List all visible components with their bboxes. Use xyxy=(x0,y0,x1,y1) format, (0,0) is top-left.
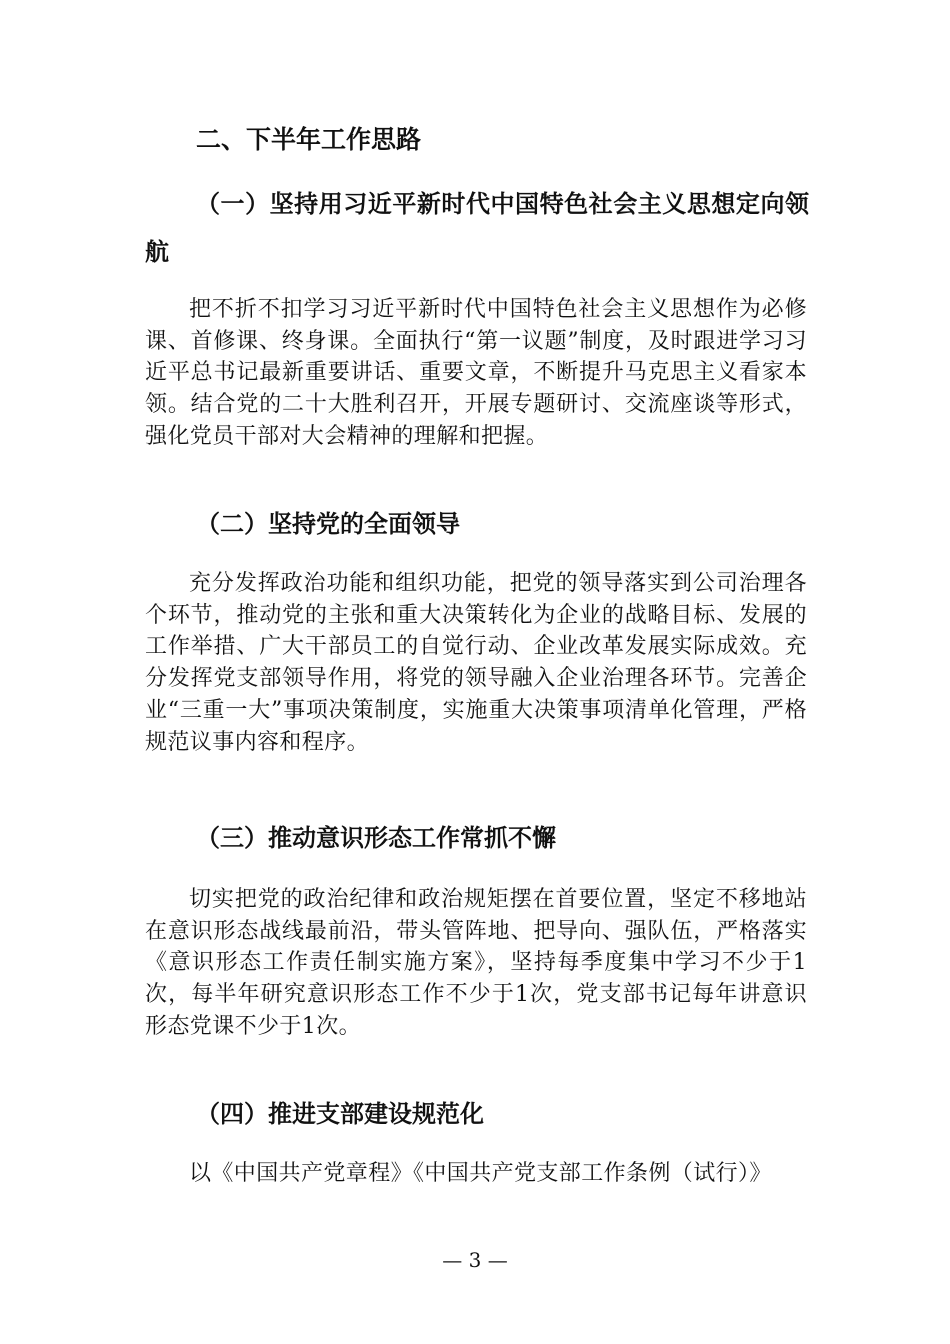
subsection-heading-1-text: （一）坚持用习近平新时代中国特色社会主义思想定向领航 xyxy=(145,190,809,266)
subsection-heading-2: （二）坚持党的全面领导 xyxy=(196,510,460,538)
page-number: — 3 — xyxy=(442,1248,508,1272)
paragraph-3: 切实把党的政治纪律和政治规矩摆在首要位置，坚定不移地站在意识形态战线最前沿，带头管阵地、把导向、强队伍，严格落实《意识形态工作责任制实施方案》，坚持每季度集中学习不少于1次，每半年研究意识形态工作不少于1次，党支部书记每年讲意识形态党课不少于1次。 xyxy=(145,887,807,1039)
paragraph-1: 把不折不扣学习习近平新时代中国特色社会主义思想作为必修课、首修课、终身课。全面执行“第一议题”制度，及时跟进学习习近平总书记最新重要讲话、重要文章，不断提升马克思主义看家本领。结合党的二十大胜利召开，开展专题研讨、交流座谈等形式，强化党员干部对大会精神的理解和把握。 xyxy=(145,297,807,449)
paragraph-4: 以《中国共产党章程》《中国共产党支部工作条例（试行）》 xyxy=(189,1161,772,1186)
section-title: 二、下半年工作思路 xyxy=(196,125,422,154)
subsection-heading-4: （四）推进支部建设规范化 xyxy=(196,1100,484,1128)
paragraph-2: 充分发挥政治功能和组织功能，把党的领导落实到公司治理各个环节，推动党的主张和重大决策转化为企业的战略目标、发展的工作举措、广大干部员工的自觉行动、企业改革发展实际成效。充分发挥党支部领导作用，将党的领导融入企业治理各环节。完善企业“三重一大”事项决策制度，实施重大决策事项清单化管理，严格规范议事内容和程序。 xyxy=(145,571,807,755)
subsection-heading-1 xyxy=(145,180,809,276)
subsection-heading-3: （三）推动意识形态工作常抓不懈 xyxy=(196,824,556,852)
